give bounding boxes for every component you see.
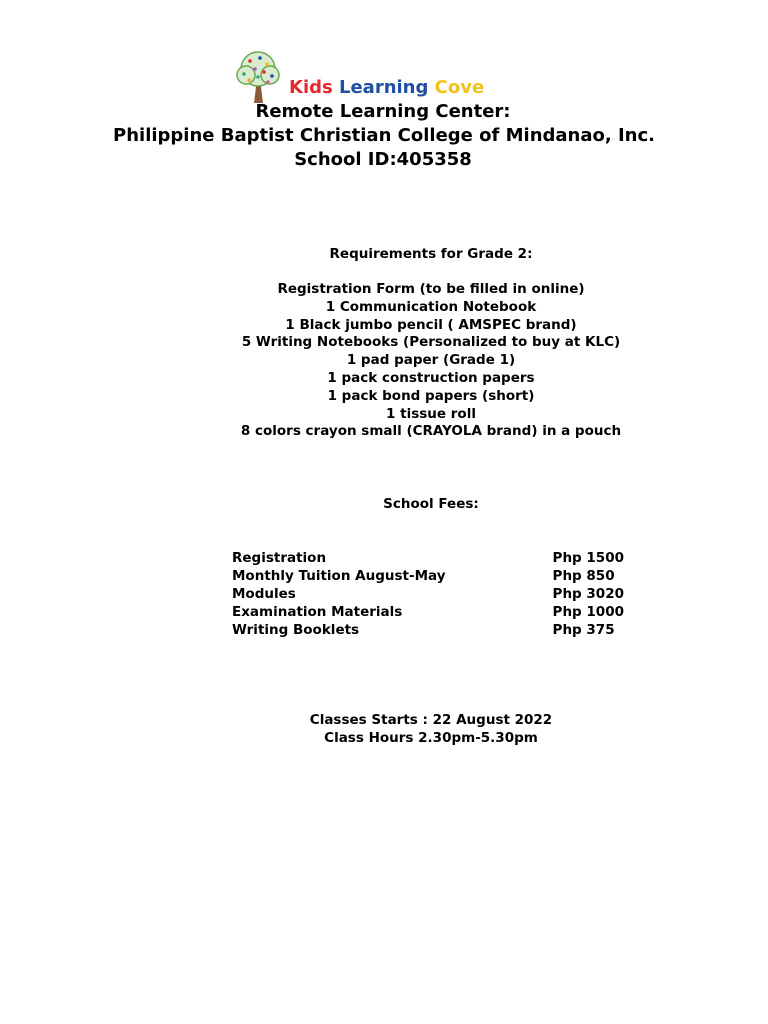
brand-word-learning: Learning: [339, 77, 429, 98]
requirements-list: [0, 281, 768, 441]
requirement-item: 1 pad paper (Grade 1): [346, 352, 516, 369]
fee-amount: Php 3020: [552, 586, 624, 602]
fee-label: Writing Booklets: [232, 622, 360, 638]
fee-row: [232, 549, 624, 567]
requirement-item: Registration Form (to be filled in online): [277, 281, 585, 297]
requirements-title: Requirements for Grade 2:: [329, 246, 533, 262]
requirement-item: 1 pack bond papers (short): [327, 387, 535, 404]
fee-label: Examination Materials: [232, 604, 403, 620]
fee-row: [232, 585, 624, 603]
requirement-item: 1 Black jumbo pencil ( AMSPEC brand): [285, 316, 577, 333]
fees-title: School Fees:: [383, 496, 479, 512]
school-id: School ID:405358: [294, 149, 472, 170]
fee-row: [232, 567, 624, 585]
requirement-item: 8 colors crayon small (CRAYOLA brand) in a pouch: [240, 423, 622, 440]
fee-label: Modules: [232, 586, 296, 602]
brand-word-cove: Cove: [434, 77, 485, 98]
fee-label: Registration: [232, 550, 327, 566]
fee-label: Monthly Tuition August-May: [232, 568, 446, 584]
brand-word-kids: Kids: [289, 77, 333, 98]
fee-row: [232, 603, 624, 621]
requirement-item: 1 tissue roll: [386, 405, 476, 422]
requirement-item: 1 pack construction papers: [327, 369, 535, 386]
class-hours: Class Hours 2.30pm-5.30pm: [324, 730, 538, 746]
schedule-block: [0, 711, 768, 747]
requirement-item: 1 Communication Notebook: [325, 298, 537, 315]
fees-table: [232, 549, 624, 639]
fee-amount: Php 375: [552, 622, 615, 638]
fee-amount: Php 850: [552, 568, 615, 584]
fee-row: [232, 621, 624, 639]
fee-amount: Php 1500: [552, 550, 624, 566]
tree-logo-icon: [230, 49, 286, 105]
school-name: Philippine Baptist Christian College of Mindanao, Inc.: [113, 125, 655, 146]
fee-amount: Php 1000: [552, 604, 624, 620]
class-start-date: Classes Starts : 22 August 2022: [309, 712, 553, 728]
requirement-item: 5 Writing Notebooks (Personalized to buy at KLC): [241, 334, 621, 351]
center-title: Remote Learning Center:: [255, 101, 511, 122]
brand-name: [289, 77, 484, 98]
